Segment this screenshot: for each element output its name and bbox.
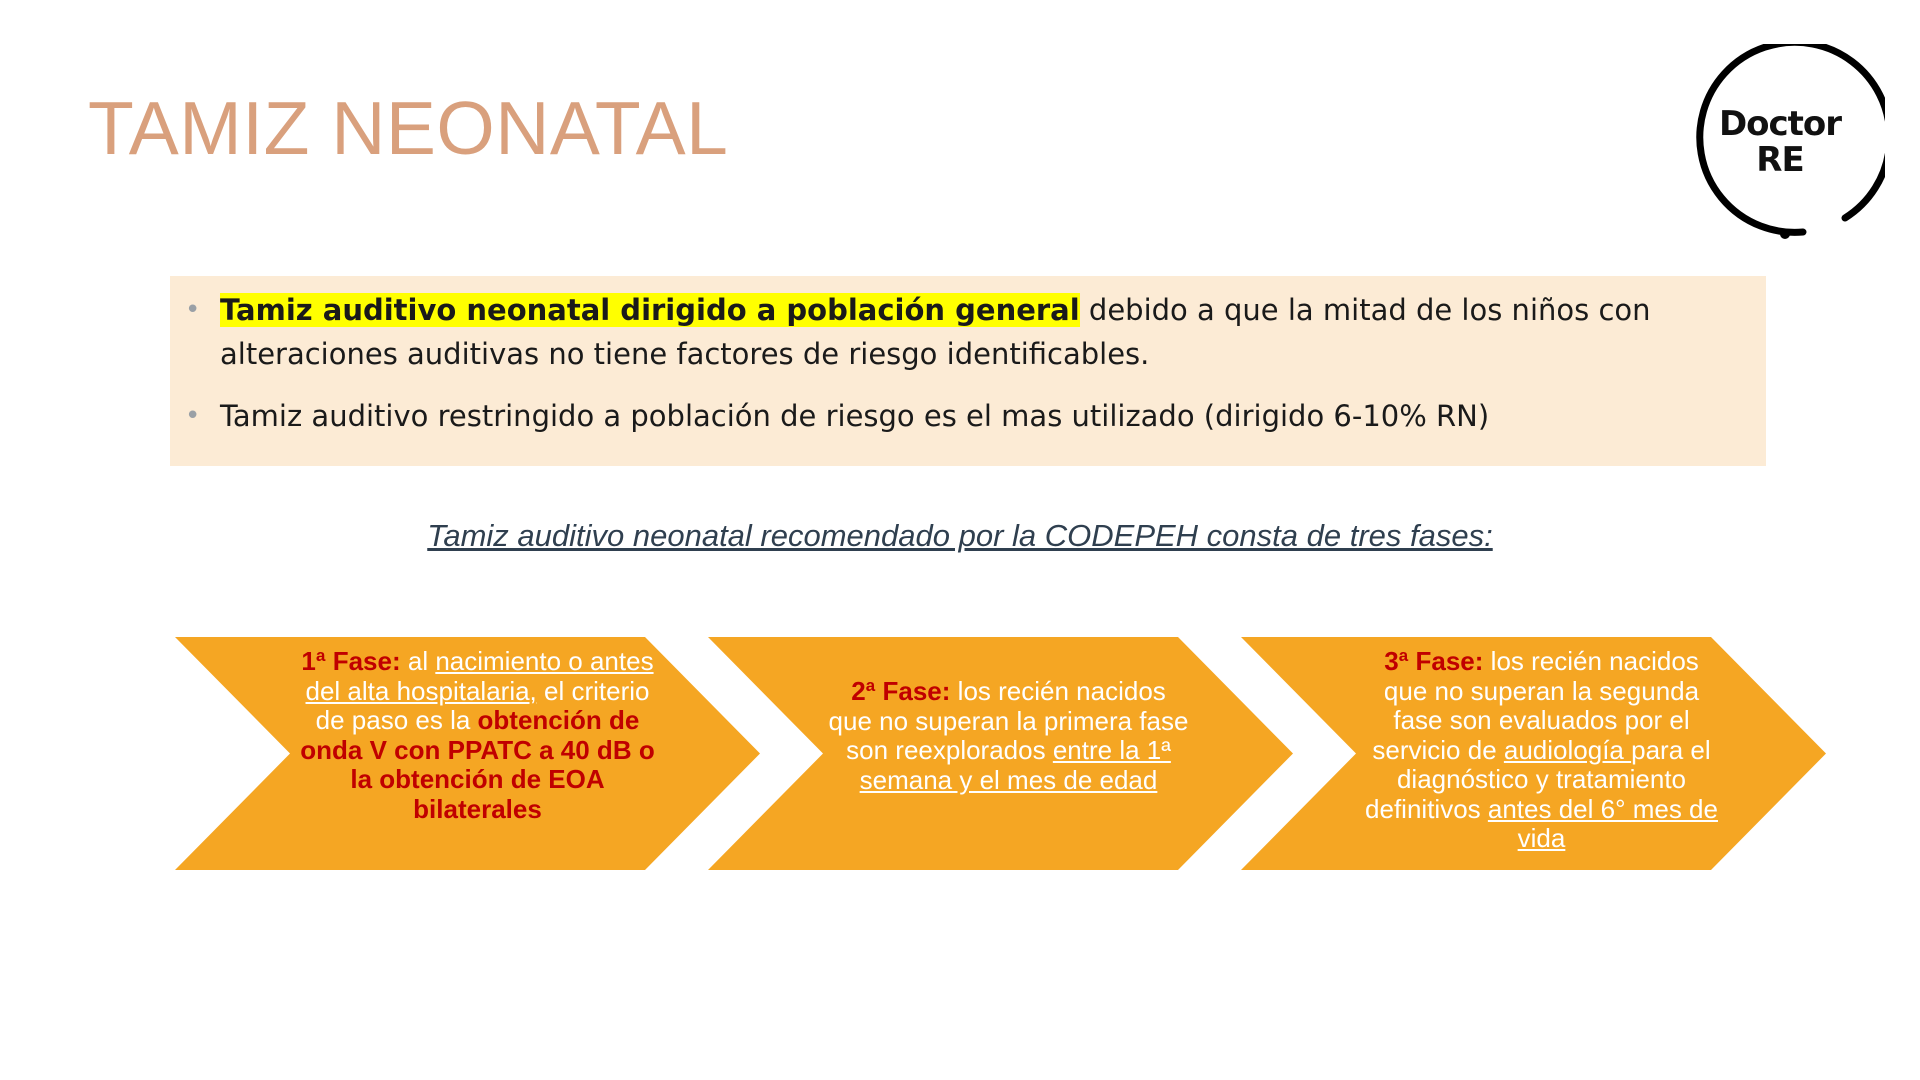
phase-3-underlined: antes del 6° mes de vida [1487, 793, 1718, 853]
phase-2-label: 2ª Fase: [851, 676, 951, 706]
bullet-highlight: Tamiz auditivo neonatal dirigido a población general [220, 293, 1080, 327]
phase-2-chevron [708, 637, 1293, 870]
phase-3-text [1359, 647, 1724, 854]
logo-line-1: Doctor [1718, 104, 1842, 144]
phase-1-label: 1ª Fase: [301, 646, 401, 676]
phase-3-text-part: los recién nacidos que no superan la segunda fase son evaluados por el servicio de [1372, 646, 1700, 765]
phase-3-underlined: audiología [1503, 734, 1632, 765]
phase-1-criterion: obtención de onda V con PPATC a 40 dB o la obtención de EOA bilaterales [300, 705, 655, 824]
phase-3-label: 3ª Fase: [1384, 646, 1484, 676]
phase-2-underlined: entre la 1ª semana y el mes de edad [859, 735, 1171, 795]
bullet-text: debido a que la mitad de los niños con alteraciones auditivas no tiene factores de riesgo identificables. [220, 293, 1651, 371]
bullet-text: Tamiz auditivo restringido a población de riesgo es el mas utilizado (dirigido 6-10% RN) [220, 399, 1490, 433]
phase-2-text [826, 677, 1191, 795]
phase-1-text-part: al [400, 646, 436, 676]
logo-text [1685, 106, 1875, 178]
logo-line-2: RE [1756, 140, 1804, 180]
phase-3-chevron [1241, 637, 1826, 870]
phase-1-text [295, 647, 660, 824]
bullet-general-screening [220, 288, 1746, 376]
phase-3-text-part: para el diagnóstico y tratamiento definitivos [1365, 734, 1711, 824]
slide-title: TAMIZ NEONATAL [88, 86, 729, 170]
info-box [170, 276, 1766, 466]
phase-1-underlined: nacimiento o antes del alta hospitalaria, [305, 646, 654, 706]
doctor-re-logo [1685, 44, 1885, 244]
phase-1-chevron [175, 637, 760, 870]
phase-2-text-part: los recién nacidos que no superan la primera fase son reexplorados [828, 676, 1189, 765]
phase-1-text-part: el criterio de paso es la [315, 675, 650, 735]
bullet-risk-screening [220, 394, 1746, 438]
phases-subtitle: Tamiz auditivo neonatal recomendado por la CODEPEH consta de tres fases: [427, 518, 1493, 553]
